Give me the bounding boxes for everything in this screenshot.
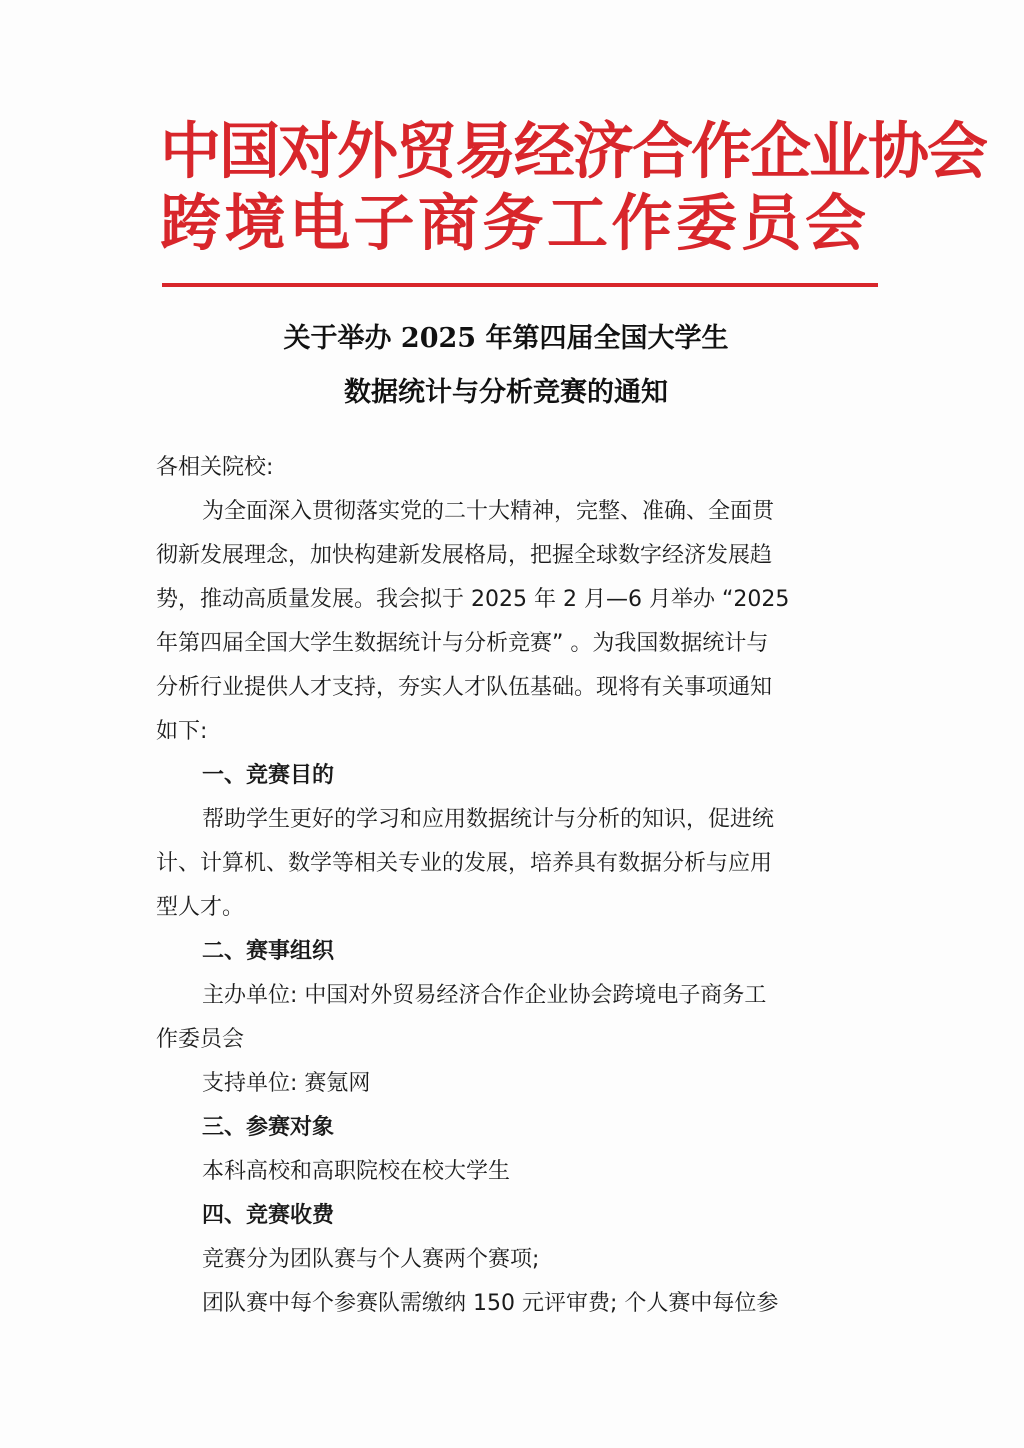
section-purpose-line: 计、计算机、数学等相关专业的发展，培养具有数据分析与应用 bbox=[156, 851, 773, 876]
section-heading-participants: 三、参赛对象 bbox=[202, 1115, 335, 1140]
section-heading-fees: 四、竞赛收费 bbox=[202, 1203, 335, 1228]
section-organization-line: 作委员会 bbox=[156, 1027, 245, 1052]
section-purpose-line: 帮助学生更好的学习和应用数据统计与分析的知识，促进统 bbox=[202, 807, 775, 832]
section-heading-purpose: 一、竞赛目的 bbox=[202, 763, 335, 788]
intro-line: 年第四届全国大学生数据统计与分析竞赛” 。为我国数据统计与 bbox=[156, 631, 769, 656]
intro-line: 势，推动高质量发展。我会拟于 2025 年 2 月—6 月举办 “2025 bbox=[156, 587, 790, 612]
letterhead-red-rule bbox=[162, 283, 878, 287]
section-organization-line: 支持单位: 赛氪网 bbox=[202, 1071, 371, 1096]
section-heading-organization: 二、赛事组织 bbox=[202, 939, 335, 964]
intro-line: 彻新发展理念，加快构建新发展格局，把握全球数字经济发展趋 bbox=[156, 543, 773, 568]
document-title-line-1: 关于举办 2025 年第四届全国大学生 bbox=[283, 323, 729, 354]
section-fees-line: 团队赛中每个参赛队需缴纳 150 元评审费; 个人赛中每位参 bbox=[202, 1291, 779, 1316]
document-title-line-2: 数据统计与分析竞赛的通知 bbox=[344, 377, 668, 408]
intro-line: 分析行业提供人才支持，夯实人才队伍基础。现将有关事项通知 bbox=[156, 675, 773, 700]
section-purpose-line: 型人才。 bbox=[156, 895, 245, 920]
section-participants-line: 本科高校和高职院校在校大学生 bbox=[202, 1159, 511, 1184]
section-organization-line: 主办单位: 中国对外贸易经济合作企业协会跨境电子商务工 bbox=[202, 983, 767, 1008]
salutation: 各相关院校: bbox=[156, 455, 274, 480]
letterhead-line-2: 跨境电子商务工作委员会 bbox=[160, 188, 870, 259]
letterhead-line-1: 中国对外贸易经济合作企业协会 bbox=[160, 116, 987, 187]
intro-line: 如下: bbox=[156, 719, 208, 744]
intro-line: 为全面深入贯彻落实党的二十大精神，完整、准确、全面贯 bbox=[202, 499, 775, 524]
section-fees-line: 竞赛分为团队赛与个人赛两个赛项; bbox=[202, 1247, 540, 1272]
